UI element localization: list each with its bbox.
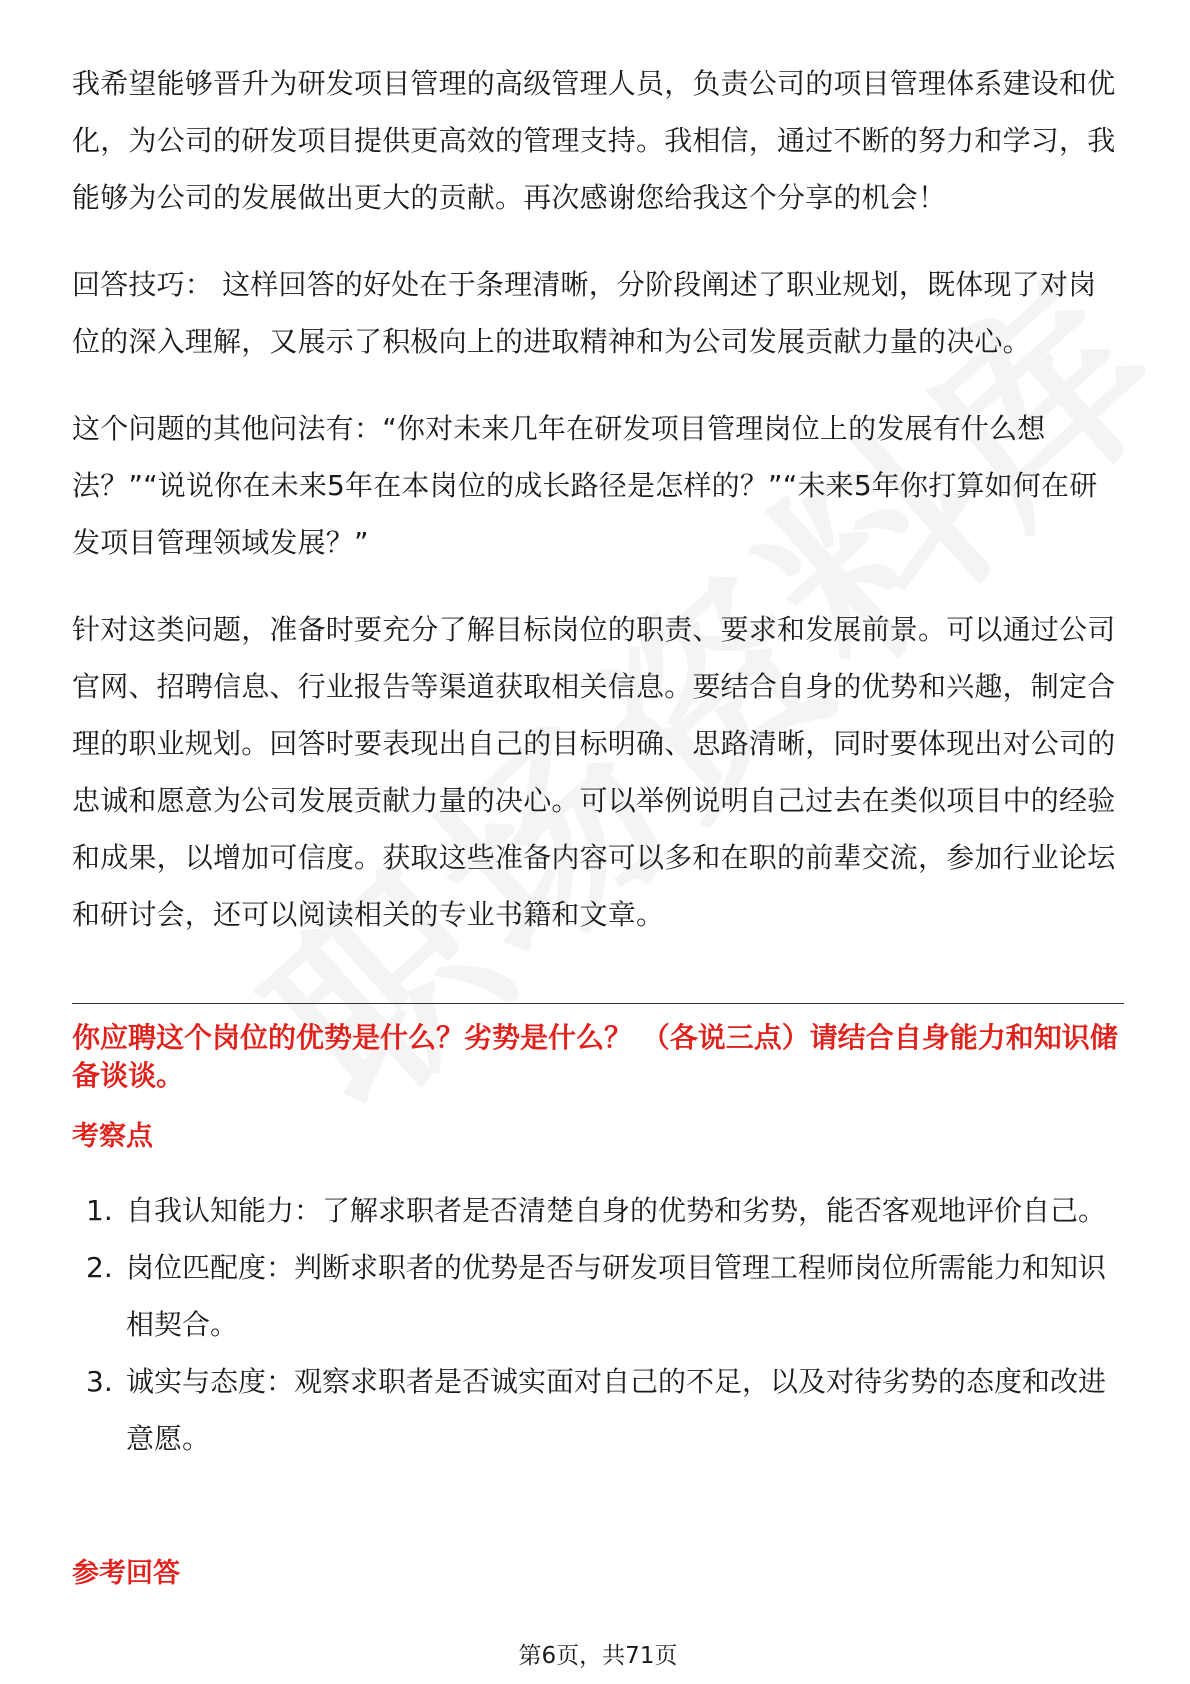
list-item-text: 诚实与态度：观察求职者是否诚实面对自己的不足，以及对待劣势的态度和改进意愿。 (126, 1365, 1107, 1455)
section-divider (72, 1003, 1124, 1004)
assessment-points-label: 考察点 (72, 1121, 153, 1152)
list-item (72, 1182, 1124, 1239)
assessment-points-list (72, 1182, 1124, 1467)
list-item-number: 2. (86, 1251, 113, 1284)
list-item-text: 岗位匹配度：判断求职者的优势是否与研发项目管理工程师岗位所需能力和知识相契合。 (126, 1251, 1107, 1341)
list-item-number: 1. (86, 1194, 113, 1227)
alternative-questions-paragraph: 这个问题的其他问法有：“你对未来几年在研发项目管理岗位上的发展有什么想法？”“说说你在未来5年在本岗位的成长路径是怎样的？”“未来5年你打算如何在研发项目管理领域发展？” (72, 412, 1098, 559)
list-item-text: 自我认知能力：了解求职者是否清楚自身的优势和劣势，能否客观地评价自己。 (126, 1194, 1107, 1227)
list-item (72, 1239, 1124, 1353)
preparation-advice-paragraph: 针对这类问题，准备时要充分了解目标岗位的职责、要求和发展前景。可以通过公司官网、招聘信息、行业报告等渠道获取相关信息。要结合自身的优势和兴趣，制定合理的职业规划。回答时要表现出自己的目标明确、思路清晰，同时要体现出对公司的忠诚和愿意为公司发展贡献力量的决心。可以举例说明自己过去在类似项目中的经验和成果，以增加可信度。获取这些准备内容可以多和在职的前辈交流，参加行业论坛和研讨会，还可以阅读相关的专业书籍和文章。 (72, 613, 1116, 931)
list-item (72, 1353, 1124, 1467)
career-plan-paragraph: 我希望能够晋升为研发项目管理的高级管理人员，负责公司的项目管理体系建设和优化，为公司的研发项目提供更高效的管理支持。我相信，通过不断的努力和学习，我能够为公司的发展做出更大的贡献。再次感谢您给我这个分享的机会！ (72, 67, 1116, 214)
page-number-footer: 第6页，共71页 (518, 1643, 678, 1669)
reference-answer-label: 参考回答 (72, 1558, 180, 1589)
list-item-number: 3. (86, 1365, 113, 1398)
document-page (72, 0, 1124, 1684)
answer-tips-paragraph: 回答技巧： 这样回答的好处在于条理清晰，分阶段阐述了职业规划，既体现了对岗位的深入理解，又展示了积极向上的进取精神和为公司发展贡献力量的决心。 (72, 268, 1097, 358)
question-heading: 你应聘这个岗位的优势是什么？劣势是什么？ （各说三点）请结合自身能力和知识储备谈谈。 (72, 1021, 1118, 1092)
